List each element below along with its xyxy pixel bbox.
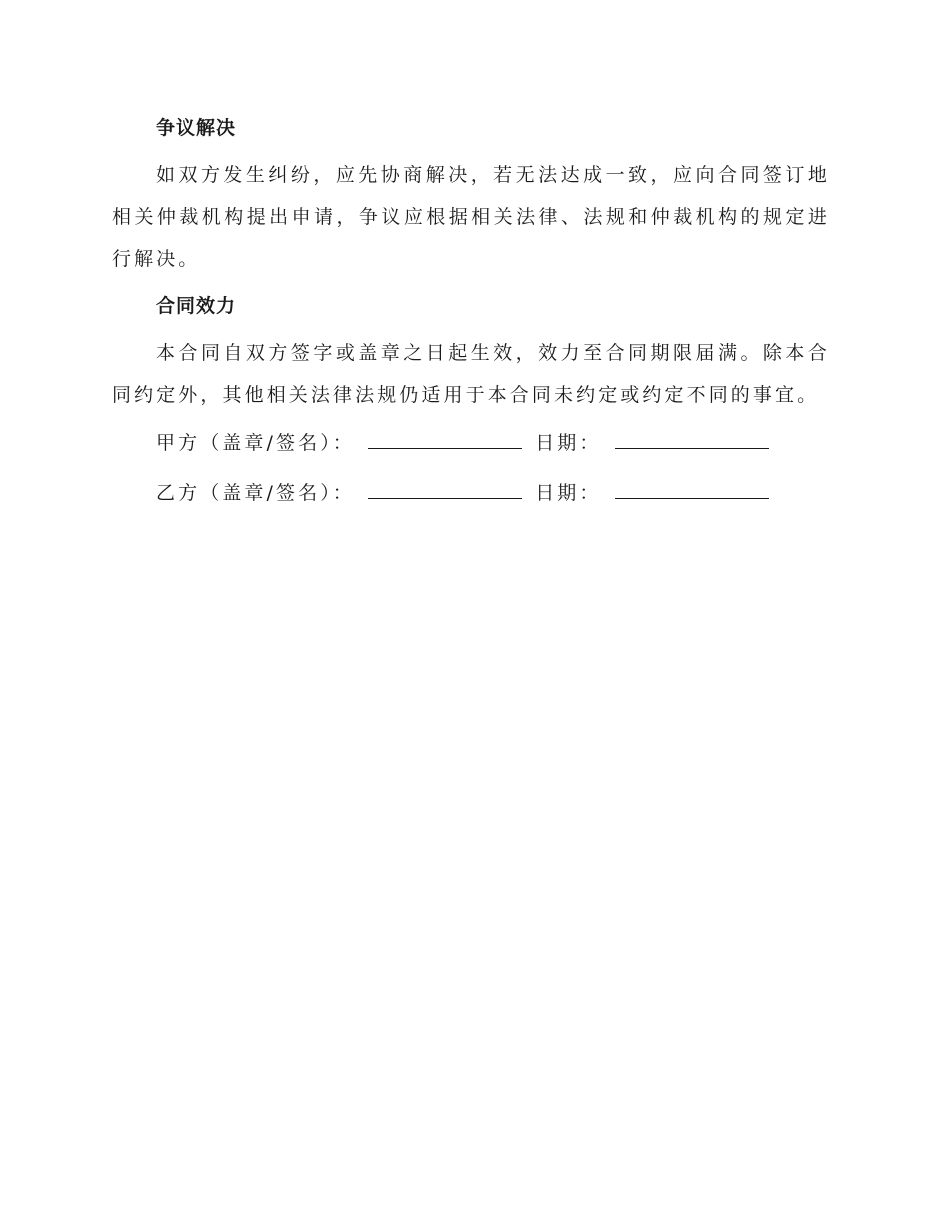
signature-line-party-b (112, 472, 830, 514)
party-b-signature-blank (368, 480, 522, 499)
party-a-label: 甲方（盖章/签名）： (156, 432, 355, 454)
section-paragraph-dispute-resolution: 如双方发生纠纷，应先协商解决，若无法达成一致，应向合同签订地相关仲裁机构提出申请，争议应根据相关法律、法规和仲裁机构的规定进行解决。 (112, 164, 830, 270)
document-content (112, 108, 830, 522)
party-a-signature-blank (368, 430, 522, 449)
section-heading-contract-validity: 合同效力 (156, 295, 237, 317)
signature-line-party-a (112, 422, 830, 464)
party-a-date-label: 日期： (535, 432, 602, 454)
section-paragraph-contract-validity: 本合同自双方签字或盖章之日起生效，效力至合同期限届满。除本合同约定外，其他相关法律法规仍适用于本合同未约定或约定不同的事宜。 (112, 342, 830, 406)
section-heading-dispute-resolution: 争议解决 (156, 117, 237, 139)
party-b-label: 乙方（盖章/签名）： (156, 482, 355, 504)
party-a-date-blank (615, 430, 769, 449)
party-b-date-label: 日期： (535, 482, 602, 504)
party-b-date-blank (615, 480, 769, 499)
